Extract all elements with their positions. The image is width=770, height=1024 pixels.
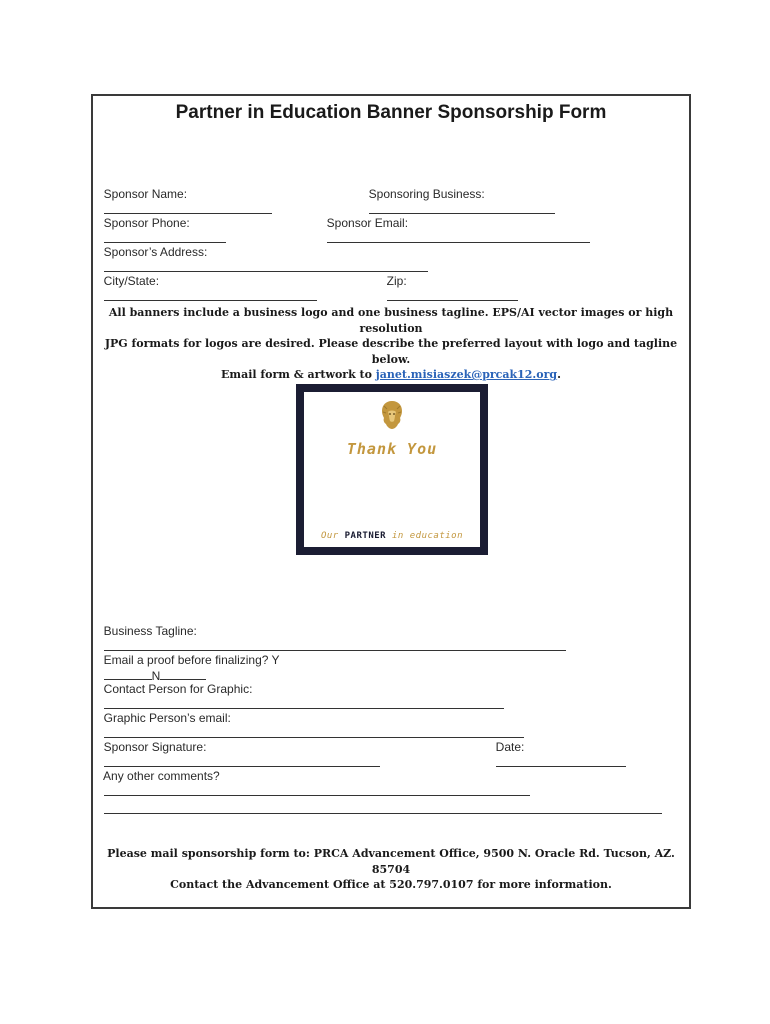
graphic-email-label: Graphic Person’s email: xyxy=(103,711,231,725)
sponsor-phone-label: Sponsor Phone: xyxy=(103,216,190,230)
city-state-field[interactable] xyxy=(104,288,317,301)
other-comments-continuation xyxy=(97,787,662,817)
zip-label: Zip: xyxy=(386,274,407,288)
email-proof-n-label: N xyxy=(151,669,161,683)
logo-thank-you: Thank You xyxy=(346,440,438,458)
date-label: Date: xyxy=(495,740,525,754)
sponsoring-business-label: Sponsoring Business: xyxy=(368,187,485,201)
sponsor-name-label: Sponsor Name: xyxy=(103,187,188,201)
mailing-instructions xyxy=(91,846,691,893)
form-title: Partner in Education Banner Sponsorship Form xyxy=(175,102,607,123)
sponsor-signature-label: Sponsor Signature: xyxy=(103,740,207,754)
email-proof-label: Email a proof before finalizing? Y xyxy=(103,653,280,667)
logo-tagline xyxy=(304,531,480,541)
contact-person-label: Contact Person for Graphic: xyxy=(103,682,253,696)
zip-field[interactable] xyxy=(387,288,518,301)
zip-row xyxy=(380,260,518,304)
notice-email-prefix: Email form & artwork to xyxy=(221,368,376,381)
city-state-row xyxy=(97,260,317,304)
logo-tag-in-education: in education xyxy=(392,531,464,541)
business-tagline-label: Business Tagline: xyxy=(103,624,197,638)
notice-email-suffix: . xyxy=(557,368,561,381)
logo-inner xyxy=(304,392,480,547)
notice-line-3 xyxy=(91,367,691,383)
sponsor-address-label: Sponsor’s Address: xyxy=(103,245,208,259)
city-state-label: City/State: xyxy=(103,274,160,288)
footer-line-1: Please mail sponsorship form to: PRCA Advancement Office, 9500 N. Oracle Rd. Tucson, AZ. 85704 xyxy=(107,847,675,876)
footer-line-2: Contact the Advancement Office at 520.797.0107 for more information. xyxy=(170,878,612,891)
lion-head-icon xyxy=(380,400,404,430)
notice-line-1: All banners include a business logo and one business tagline. EPS/AI vector images or high resolution xyxy=(108,306,674,335)
logo-tag-our: Our xyxy=(320,531,339,541)
email-link[interactable]: janet.misiaszek@prcak12.org xyxy=(375,368,558,381)
sponsor-email-label: Sponsor Email: xyxy=(326,216,409,230)
logo-tag-partner: PARTNER xyxy=(344,531,387,541)
notice-line-2: JPG formats for logos are desired. Please describe the preferred layout with logo and tagline below. xyxy=(104,337,678,366)
other-comments-field-2[interactable] xyxy=(104,801,662,814)
other-comments-label: Any other comments? xyxy=(103,769,220,783)
sample-logo xyxy=(296,384,488,555)
banner-notice xyxy=(91,305,691,383)
